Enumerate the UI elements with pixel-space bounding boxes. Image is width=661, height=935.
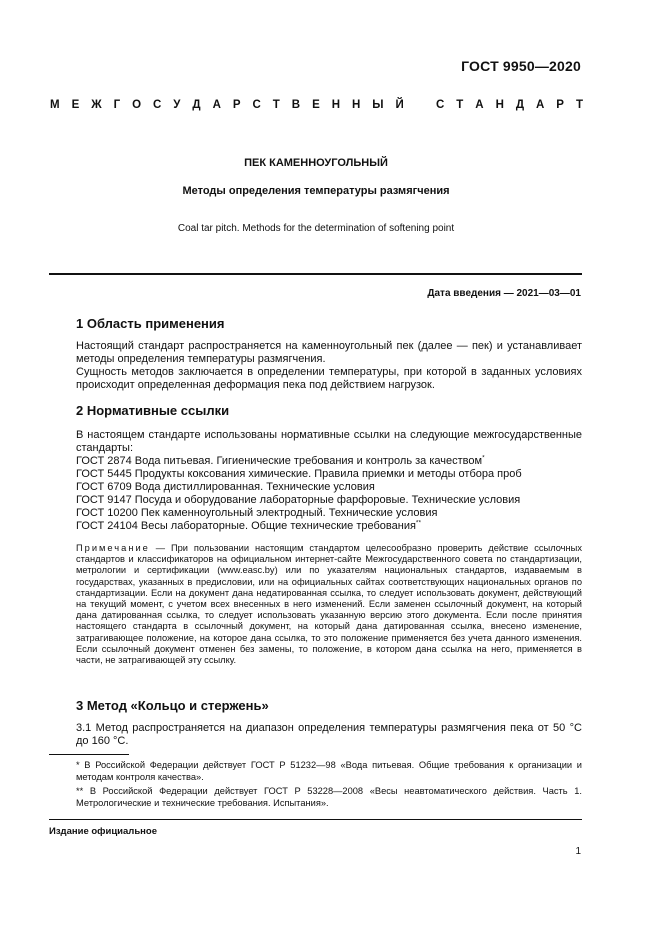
section-3-paragraph-1-text: 3.1 Метод распространяется на диапазон определения температуры размягчения пека от 50 °С до 160 °С. <box>76 722 582 747</box>
heading-letter: Д <box>192 99 201 111</box>
heading-letter: А <box>475 99 484 111</box>
section-3-paragraph-1 <box>49 722 582 747</box>
heading-letter: Й <box>395 99 404 111</box>
reference-item <box>76 468 522 480</box>
introduction-date: Дата введения — 2021—03—01 <box>427 288 581 299</box>
document-title-english: Coal tar pitch. Methods for the determination of softening point <box>177 223 455 234</box>
section-1-paragraph-2 <box>49 366 582 391</box>
section-1-heading: 1 Область применения <box>76 316 225 331</box>
edition-divider <box>49 819 582 820</box>
heading-letter: А <box>536 99 545 111</box>
heading-letter: С <box>436 99 445 111</box>
reference-text: ГОСТ 10200 Пек каменноугольный электродный. Технические условия <box>76 507 438 519</box>
footnote-2-text: ** В Российской Федерации действует ГОСТ Р 53228—2008 «Весы неавтоматического действия. Часть 1. Метрологические и технические требования. Испытания». <box>76 786 582 808</box>
reference-text: ГОСТ 2874 Вода питьевая. Гигиенические требования и контроль за качеством <box>76 455 483 467</box>
standard-type-word-1 <box>50 99 404 111</box>
reference-item <box>76 507 437 519</box>
heading-letter: С <box>153 99 162 111</box>
heading-letter: Н <box>351 99 361 111</box>
standard-type-word-2 <box>436 99 583 111</box>
heading-letter: Р <box>556 99 564 111</box>
heading-letter: Ж <box>91 99 102 111</box>
section-3-heading: 3 Метод «Кольцо и стержень» <box>76 698 269 713</box>
section-2-intro-text: В настоящем стандарте использованы нормативные ссылки на следующие межгосударственные стандарты: <box>76 429 582 454</box>
edition-label: Издание официальное <box>49 826 157 837</box>
section-1-paragraph-2-text: Сущность методов заключается в определении температуры, при которой в заданных условиях происходит определенная деформация пека под действием нагрузок. <box>76 366 582 391</box>
section-2-heading: 2 Нормативные ссылки <box>76 403 230 418</box>
heading-letter: Д <box>515 99 525 111</box>
heading-letter: Н <box>495 99 504 111</box>
heading-letter: У <box>173 99 181 111</box>
reference-item <box>76 481 375 493</box>
footnote-divider <box>49 754 129 755</box>
reference-text: ГОСТ 24104 Весы лабораторные. Общие технические требования <box>76 520 416 532</box>
heading-letter: Е <box>71 99 80 111</box>
reference-item <box>76 455 485 467</box>
footnote-1 <box>49 759 582 783</box>
reference-text: ГОСТ 9147 Посуда и оборудование лабораторные фарфоровые. Технические условия <box>76 494 521 506</box>
reference-text: ГОСТ 5445 Продукты коксования химические. Правила приемки и методы отбора проб <box>76 468 522 480</box>
section-1-paragraph-1-text: Настоящий стандарт распространяется на каменноугольный пек (далее — пек) и устанавливает методы определения температуры размягчения. <box>76 340 582 365</box>
footnote-mark: * <box>482 454 485 462</box>
heading-letter: Т <box>575 99 583 111</box>
heading-letter: С <box>252 99 261 111</box>
heading-letter: Н <box>331 99 341 111</box>
title-divider <box>49 273 582 275</box>
page-number: 1 <box>575 846 581 857</box>
section-2-intro <box>49 429 582 454</box>
section-1-paragraph-1 <box>49 340 582 365</box>
heading-letter: О <box>132 99 142 111</box>
document-subtitle: Методы определения температуры размягчения <box>182 185 450 197</box>
note-text: — При пользовании настоящим стандартом целесообразно проверить действие ссылочных стандартов и классификаторов на официальном интернет-сайте Межгосударственного совета по стандартизации, метрологии и сертификации (www.easc.by) или по указателям национальных стандартов, издаваемым в государствах, указанных в предисловии, или на официальных сайтах соответствующих национальных органов по стандартизации. Если на документ дана недатированная ссылка, то следует использовать документ, действующий на текущий момент, с учетом всех внесенных в него изменений. Если заменен ссылочный документ, на который дана датированная ссылка, то следует использовать указанную версию этого документа. Если после принятия настоящего стандарта в ссылочный документ, на который дана датированная ссылка, внесено изменение, затрагивающее положение, на которое дана ссылка, то это положение применяется без учета данного изменения. Если ссылочный документ отменен без замены, то положение, в котором дана ссылка на него, применяется в части, не затрагивающей эту ссылку. <box>76 543 582 666</box>
heading-letter: Ы <box>372 99 384 111</box>
heading-letter: Т <box>456 99 464 111</box>
note-label: Примечание <box>76 543 150 553</box>
heading-letter: Т <box>272 99 280 111</box>
references-note <box>49 543 582 666</box>
heading-letter: А <box>212 99 221 111</box>
reference-text: ГОСТ 6709 Вода дистиллированная. Технические условия <box>76 481 375 493</box>
standard-type-heading <box>50 99 583 111</box>
heading-letter: Р <box>232 99 241 111</box>
reference-item <box>76 520 421 532</box>
heading-letter: Г <box>113 99 121 111</box>
heading-letter: М <box>50 99 60 111</box>
reference-item <box>76 494 520 506</box>
document-title: ПЕК КАМЕННОУГОЛЬНЫЙ <box>244 157 388 169</box>
heading-letter: Е <box>312 99 320 111</box>
standard-number: ГОСТ 9950—2020 <box>461 58 581 74</box>
heading-letter: В <box>291 99 301 111</box>
footnote-1-text: * В Российской Федерации действует ГОСТ Р 51232—98 «Вода питьевая. Общие требования к организации и методам контроля качества». <box>76 760 582 782</box>
footnote-mark: ** <box>415 519 421 527</box>
footnote-2 <box>49 785 582 809</box>
